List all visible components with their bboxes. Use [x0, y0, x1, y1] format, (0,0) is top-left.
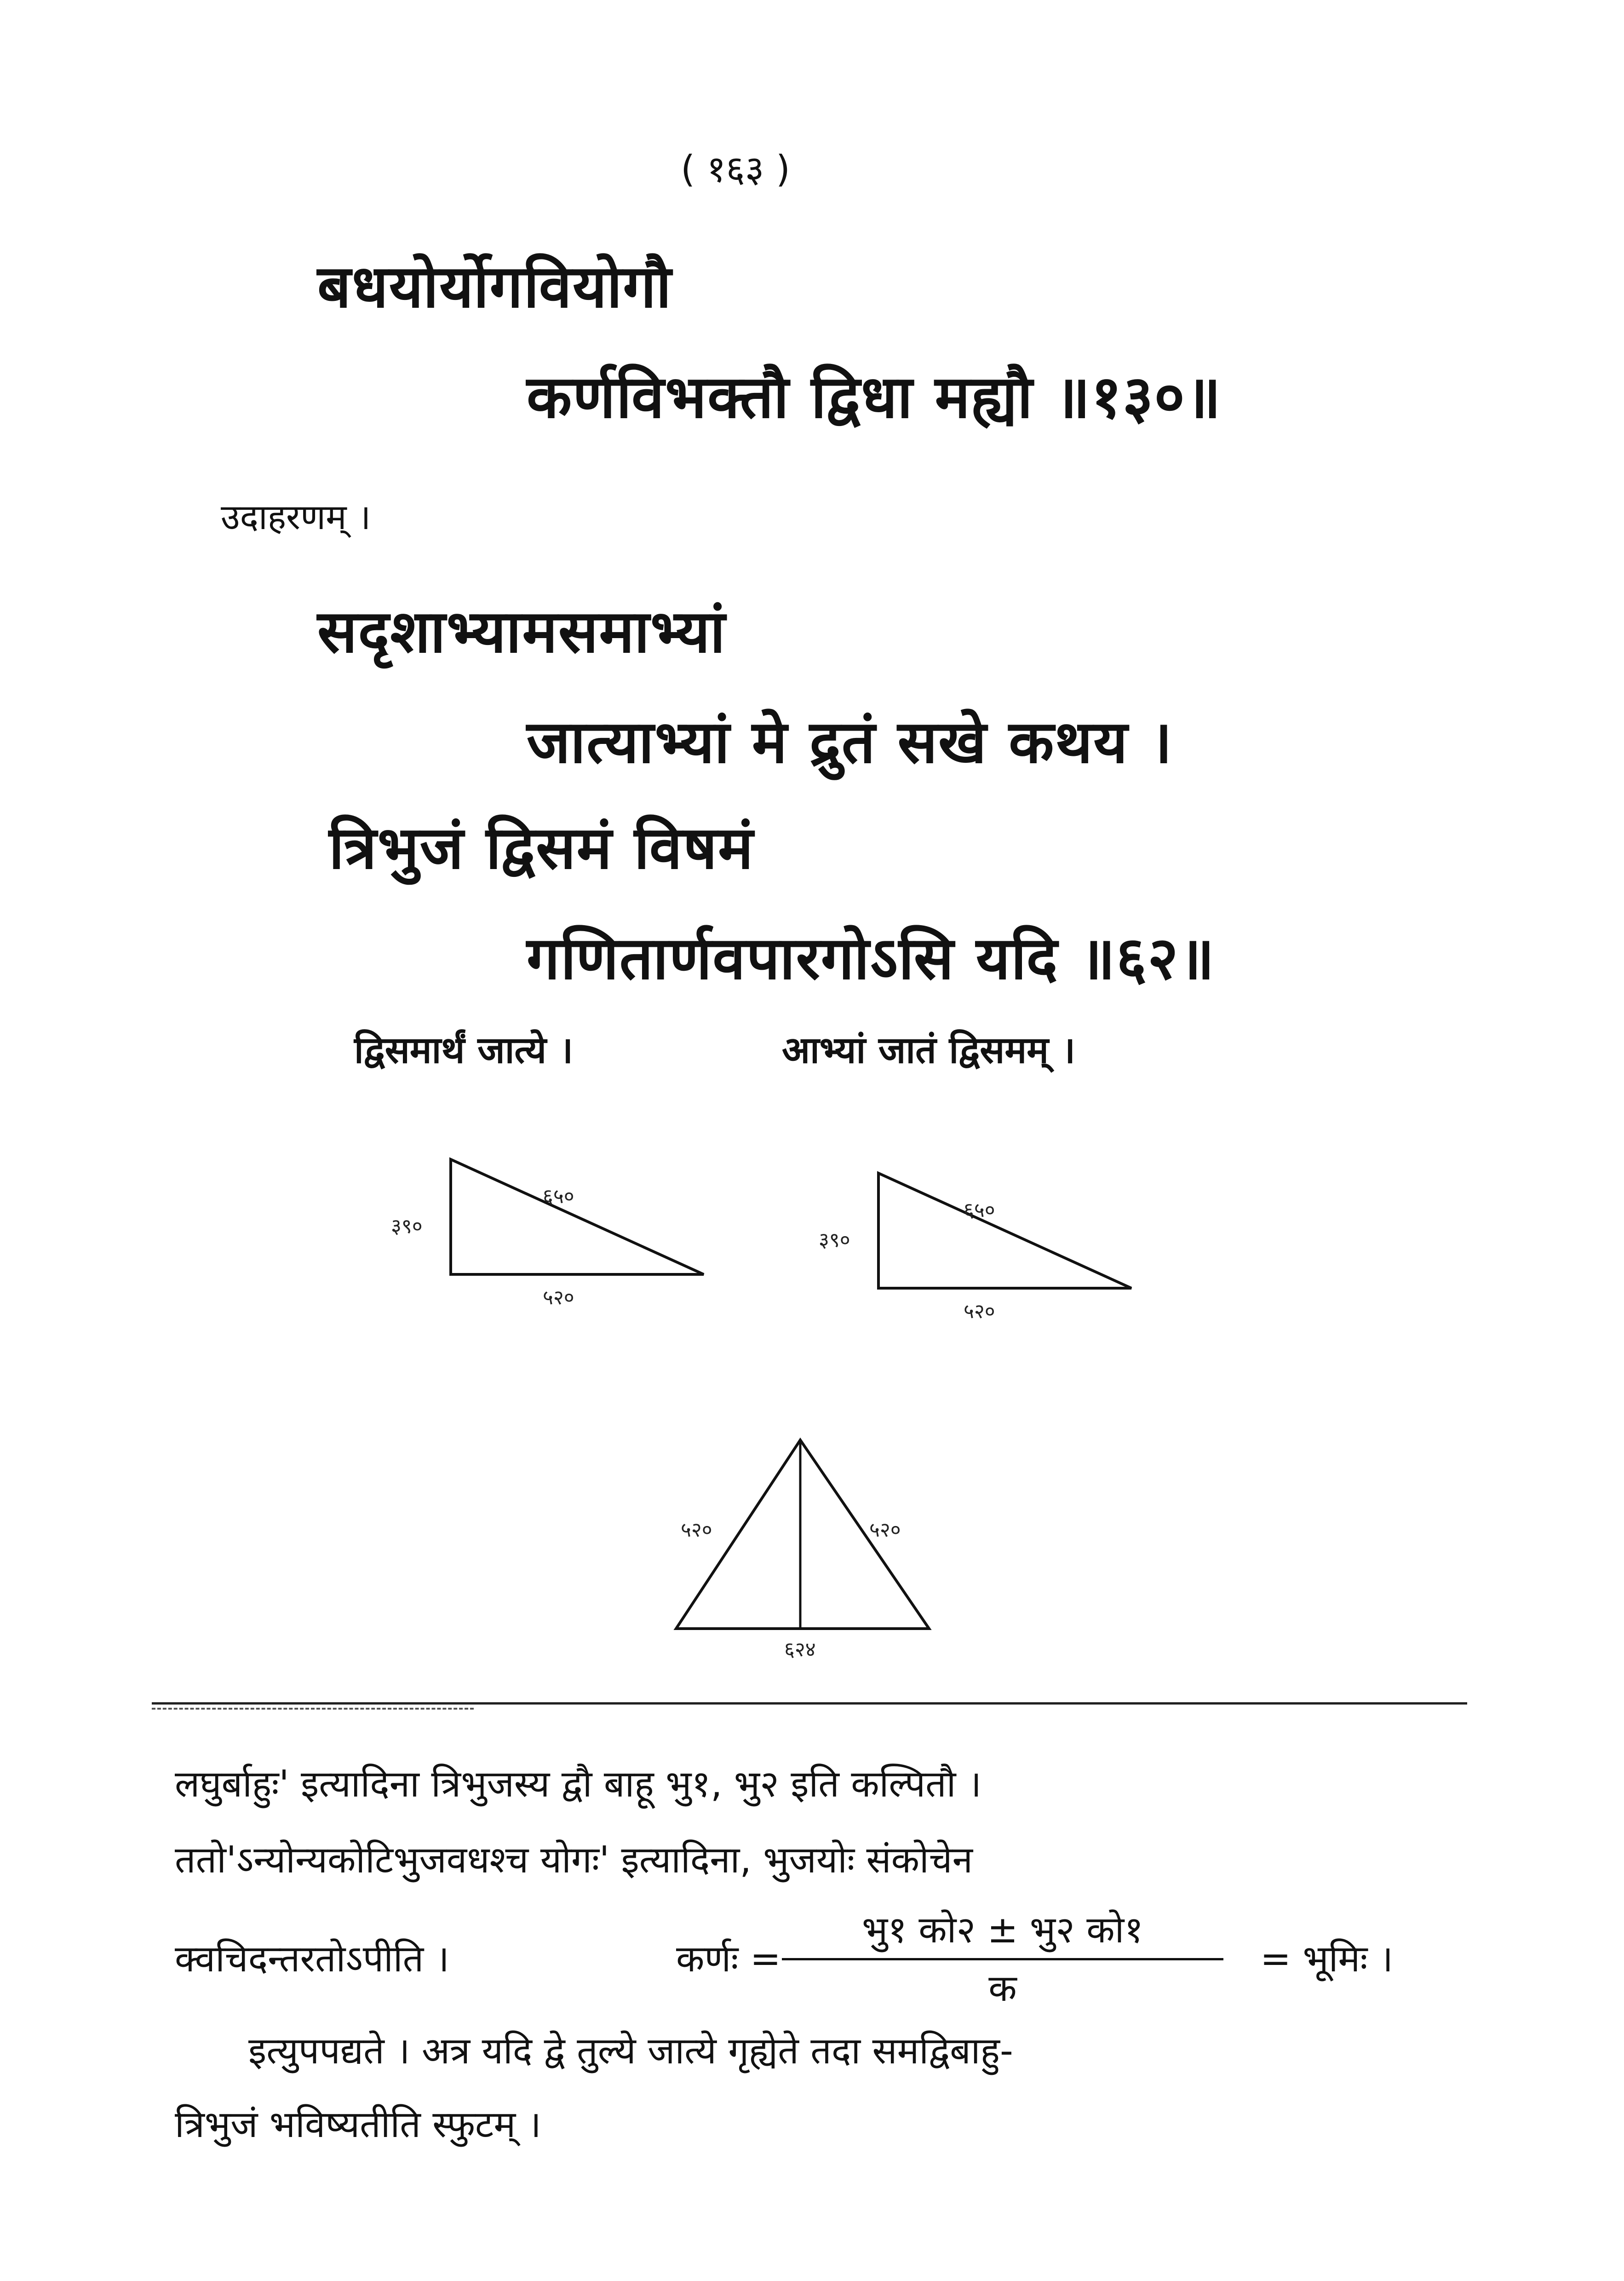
verse-line-6: गणितार्णवपारगोऽसि यदि ॥६२॥ [527, 924, 1216, 993]
base-label: ५२० [964, 1300, 995, 1323]
commentary-line-1: लघुर्बाहुः' इत्यादिना त्रिभुजस्य द्वौ बाहू भु१, भु२ इति कल्पितौ । [175, 1763, 982, 1805]
right-side-label: ५२० [869, 1518, 901, 1542]
karna-equals: कर्णः = [676, 1937, 781, 1980]
vertical-side-label: ३९० [819, 1228, 850, 1252]
karna-fraction [782, 1905, 1223, 2014]
dashed-rule [152, 1708, 474, 1710]
isosceles-triangle-figure [653, 1426, 975, 1679]
triangle-outline [451, 1159, 704, 1274]
commentary-line-3: क्वचिदन्तरतोऽपीति । [175, 1937, 449, 1980]
verse-line-3: सदृशाभ्यामसमाभ्यां [317, 598, 726, 666]
figure-caption-left: द्विसमार्थं जात्ये । [354, 1029, 574, 1071]
fraction-denominator: क [988, 1967, 1017, 2010]
fraction-bar [782, 1958, 1223, 1960]
verse-line-5: त्रिभुजं द्विसमं विषमं [329, 814, 754, 882]
right-triangle-figure-2 [791, 1164, 1159, 1357]
example-label: उदाहरणम् । [221, 496, 371, 537]
triangle-outline [878, 1173, 1131, 1288]
bhumi-equals: = भूमिः । [1260, 1937, 1394, 1980]
figure-caption-right: आभ्यां जातं द्विसमम् । [782, 1029, 1076, 1071]
base-label: ६२४ [784, 1638, 816, 1661]
verse-line-4: जात्याभ्यां मे द्रुतं सखे कथय । [527, 708, 1173, 777]
vertical-side-label: ३९० [391, 1215, 423, 1238]
base-label: ५२० [543, 1286, 574, 1309]
verse-line-1: बधयोर्योगवियोगौ [317, 253, 672, 321]
commentary-line-5: त्रिभुजं भविष्यतीति स्फुटम् । [175, 2103, 541, 2146]
hypotenuse-label: ६५० [543, 1185, 574, 1208]
horizontal-rule [152, 1702, 1467, 1705]
page-number: ( १६३ ) [681, 148, 791, 190]
left-side-label: ५२० [681, 1518, 712, 1542]
commentary-line-4: इत्युपपद्यते । अत्र यदि द्वे तुल्ये जात्ये गृह्येते तदा समद्विबाहु- [248, 2029, 1013, 2072]
verse-line-2: कर्णविभक्तौ द्विधा मह्यौ ॥१३०॥ [527, 363, 1222, 432]
right-triangle-figure-1 [359, 1150, 727, 1343]
hypotenuse-label: ६५० [964, 1198, 995, 1222]
commentary-line-2: ततो'ऽन्योन्यकोटिभुजवधश्च योगः' इत्यादिना, भुजयोः संकोचेन [175, 1838, 973, 1881]
fraction-numerator: भु१ को२ ± भु२ को१ [862, 1908, 1143, 1951]
